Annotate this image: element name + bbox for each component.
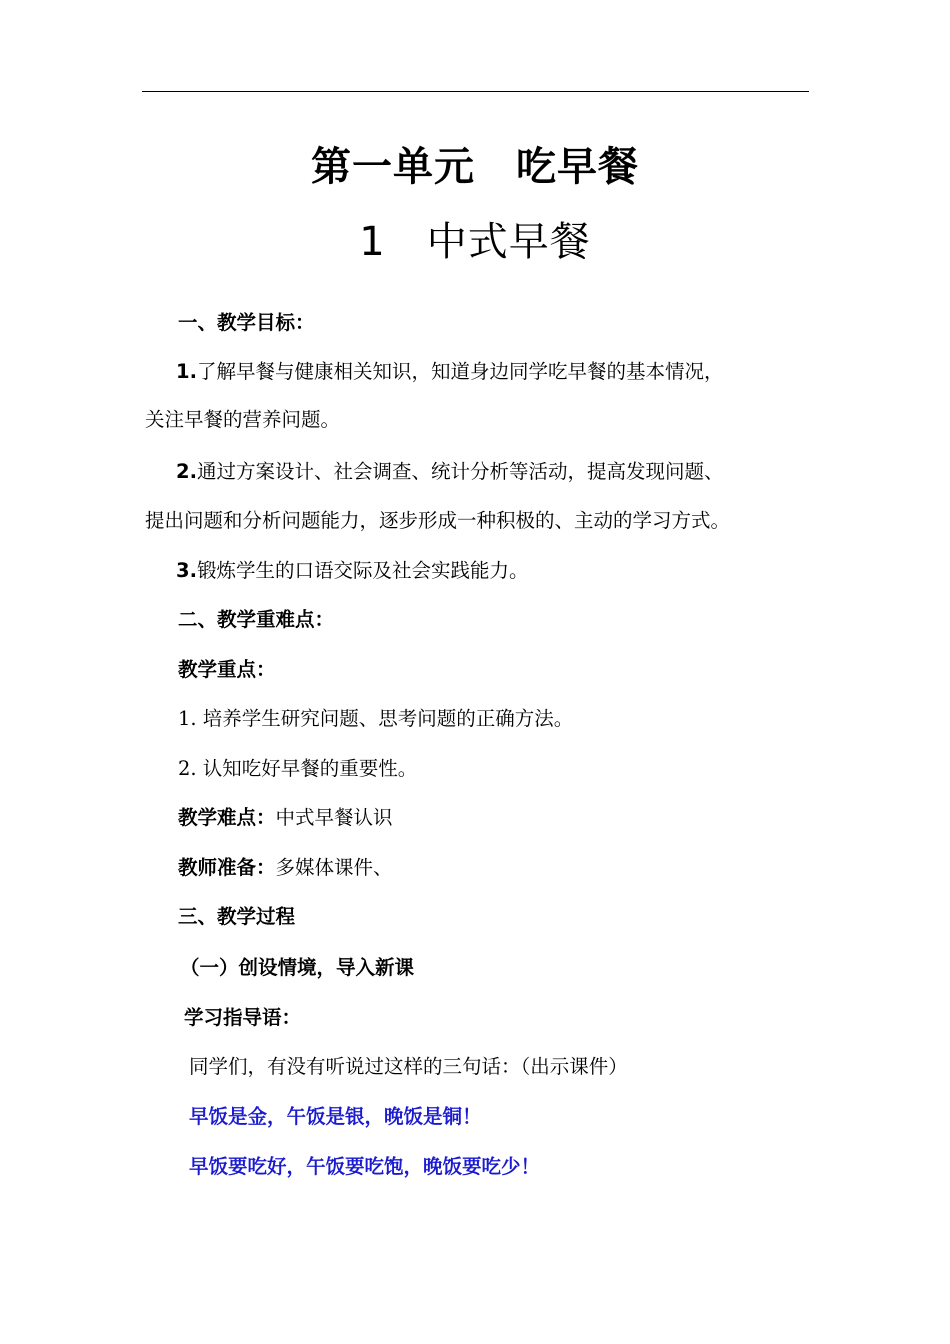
- objective-2-line-2: 提出问题和分析问题能力，逐步形成一种积极的、主动的学习方式。: [145, 509, 731, 532]
- objective-2-line-1: [176, 458, 724, 486]
- focus-label: 教学重点：: [178, 658, 276, 681]
- objective-1-text: 了解早餐与健康相关知识，知道身边同学吃早餐的基本情况，: [196, 360, 724, 383]
- difficulty-line: [178, 804, 393, 832]
- key-points-heading: 二、教学重难点：: [178, 608, 335, 631]
- focus-item-2: 2. 认知吃好早餐的重要性。: [178, 757, 418, 780]
- process-heading: 三、教学过程: [178, 905, 296, 928]
- focus-item-1: 1. 培养学生研究问题、思考问题的正确方法。: [178, 707, 574, 730]
- prep-label: 教师准备：: [178, 856, 276, 879]
- guide-text: 同学们，有没有听说过这样的三句话：（出示课件）: [189, 1055, 628, 1078]
- process-section-1: （一）创设情境，导入新课: [180, 956, 415, 979]
- objectives-heading: 一、教学目标：: [178, 311, 315, 334]
- difficulty-label: 教学难点：: [178, 806, 276, 829]
- objective-1-line-2: 关注早餐的营养问题。: [145, 408, 341, 431]
- objective-2-text: 通过方案设计、社会调查、统计分析等活动，提高发现问题、: [196, 460, 724, 483]
- difficulty-value: 中式早餐认识: [275, 806, 393, 829]
- prep-line: [178, 854, 393, 882]
- unit-title: 第一单元 吃早餐: [311, 144, 639, 190]
- objective-3-line: [176, 557, 529, 585]
- prep-value: 多媒体课件、: [275, 856, 393, 879]
- saying-1: 早饭是金，午饭是银，晚饭是铜！: [189, 1105, 482, 1128]
- lesson-title: 1 中式早餐: [359, 219, 591, 265]
- saying-2: 早饭要吃好，午饭要吃饱，晚饭要吃少！: [189, 1155, 541, 1178]
- objective-1-number: 1.: [176, 360, 197, 383]
- objective-3-text: 锻炼学生的口语交际及社会实践能力。: [196, 559, 529, 582]
- header-rule: [142, 91, 809, 92]
- objective-1-line-1: [176, 358, 724, 386]
- objective-3-number: 3.: [176, 559, 197, 582]
- guide-label: 学习指导语：: [184, 1006, 302, 1029]
- objective-2-number: 2.: [176, 460, 197, 483]
